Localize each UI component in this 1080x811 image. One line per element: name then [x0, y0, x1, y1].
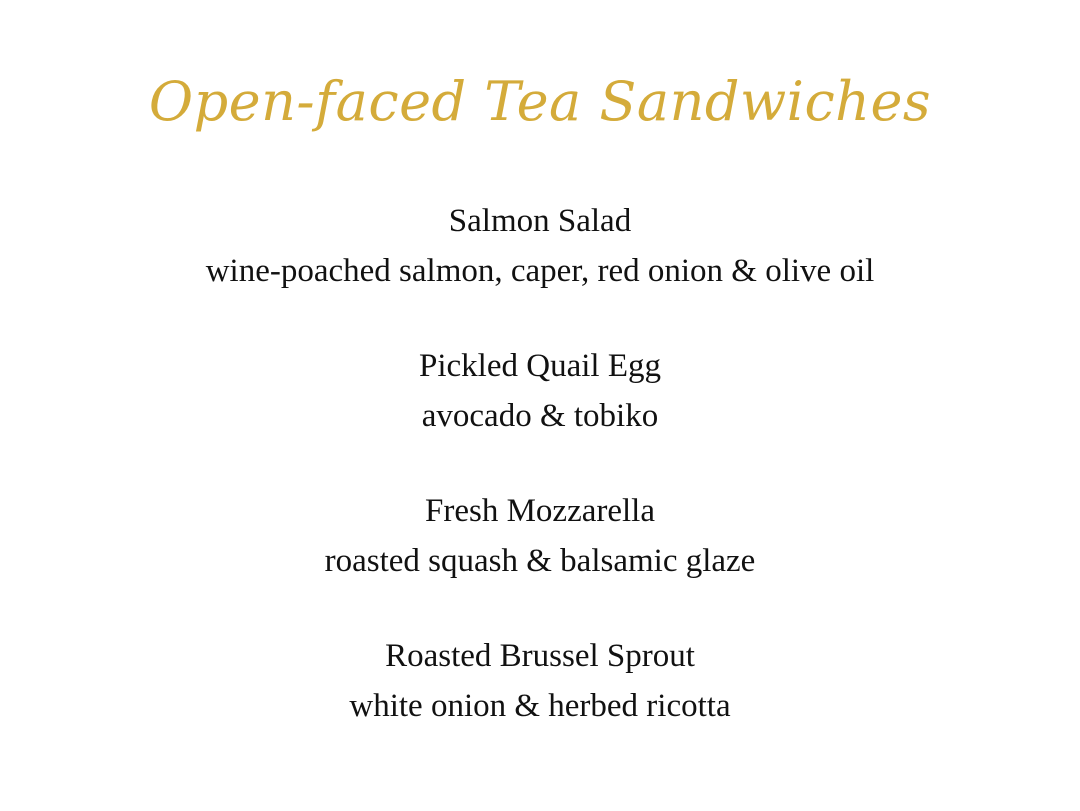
menu-item	[0, 486, 1080, 586]
menu-item-description: avocado & tobiko	[421, 398, 659, 434]
menu-item	[0, 631, 1080, 731]
menu-item-description: roasted squash & balsamic glaze	[324, 543, 756, 579]
menu-item-description: white onion & herbed ricotta	[349, 688, 731, 724]
menu-item-name: Salmon Salad	[448, 203, 632, 239]
menu-item-name: Fresh Mozzarella	[425, 493, 655, 529]
menu-item-name: Roasted Brussel Sprout	[385, 638, 695, 674]
menu-item-description: wine-poached salmon, caper, red onion & olive oil	[205, 253, 875, 289]
menu-item	[0, 196, 1080, 296]
menu-title: Open-faced Tea Sandwiches	[148, 70, 932, 133]
menu-list	[0, 196, 1080, 776]
menu-item	[0, 341, 1080, 441]
menu-item-name: Pickled Quail Egg	[419, 348, 661, 384]
